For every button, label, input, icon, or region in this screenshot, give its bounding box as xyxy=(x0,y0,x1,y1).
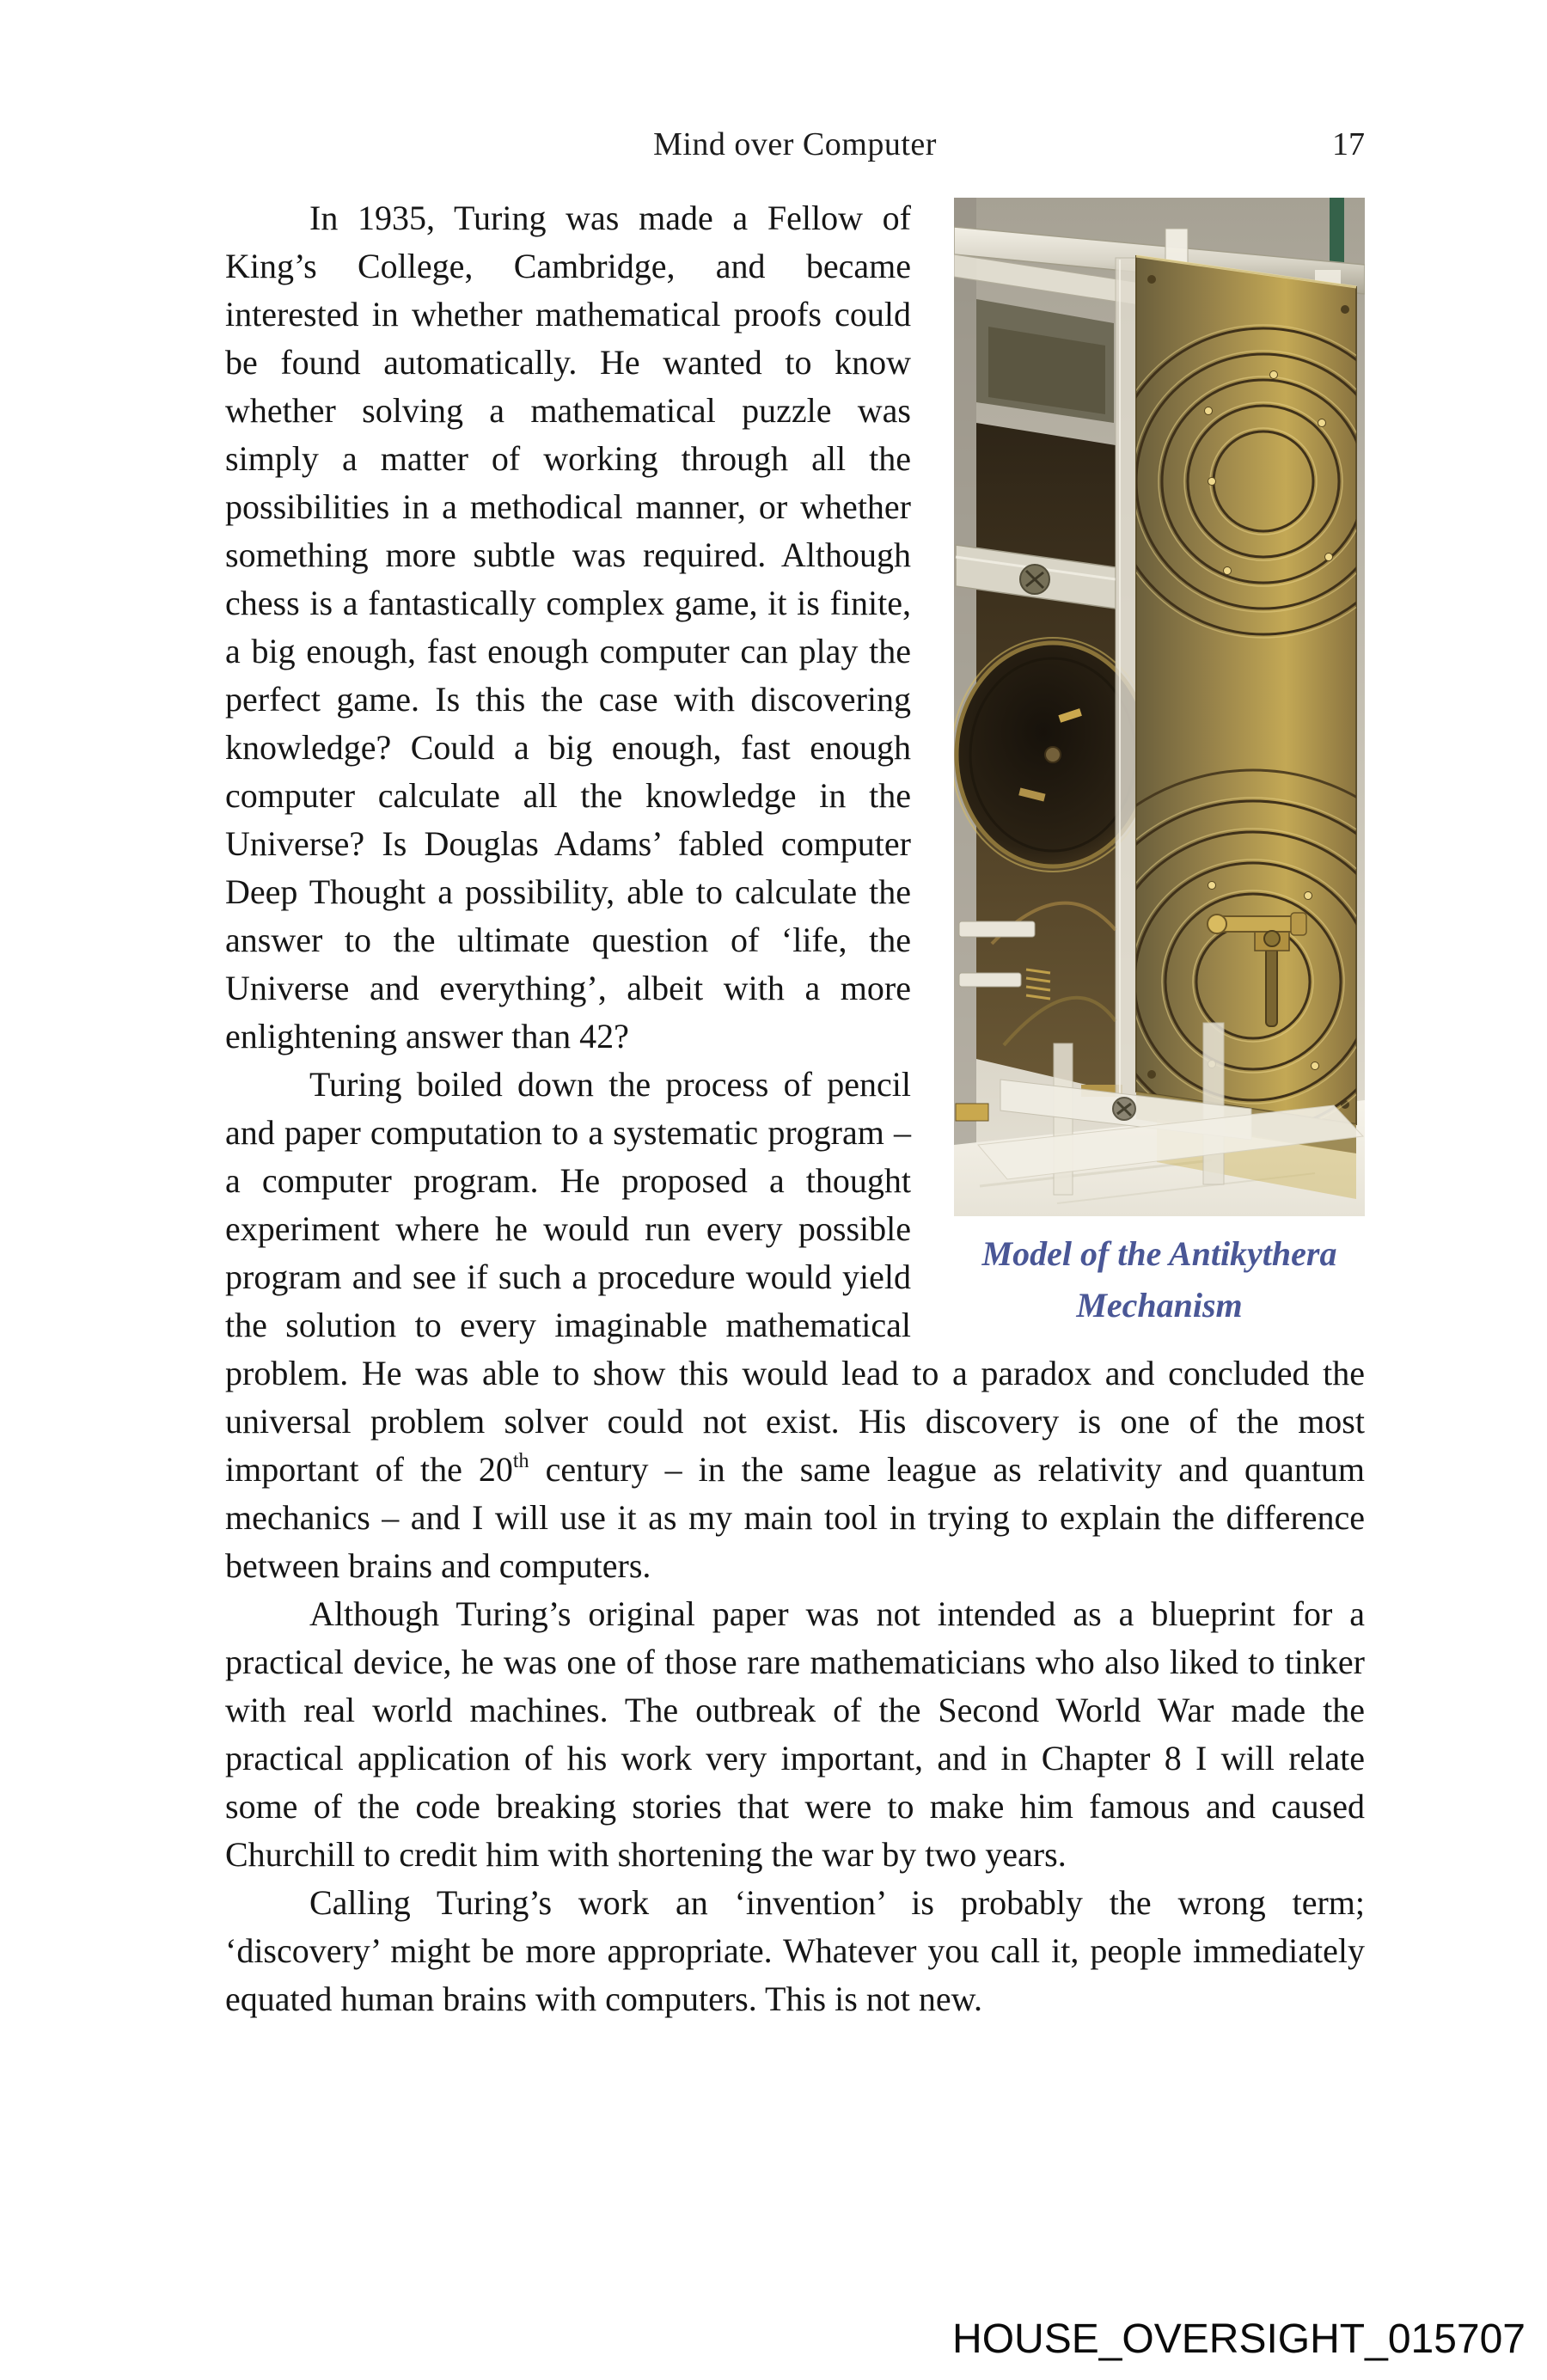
paragraph-thought-experiment-text-a: Turing boiled down the process of pencil and paper computation to a systematic program – a computer program. He proposed a thought experiment where he would run every possible program and see if such a procedure would yield the solution to every imaginable mathematical problem. He was able to show this would lead to a paradox and concluded the universal problem solver could not exist. His discovery is one of the most important of the 20 xyxy=(225,1065,1365,1489)
paragraph-practical-device: Although Turing’s original paper was not intended as a blueprint for a practical device, he was one of those rare mathematicians who also liked to tinker with real world machines. The outbreak of the Second World War made the practical application of his work very important, and in Chapter 8 I will relate some of the code breaking stories that were to make him famous and caused Churchill to credit him with shortening the war by two years. xyxy=(225,1594,1365,1874)
paragraph-invention-discovery: Calling Turing’s work an ‘invention’ is probably the wrong term; ‘discovery’ might be more appropriate. Whatever you call it, people immediately equated human brains with computers. This is not new. xyxy=(225,1883,1365,2018)
antikythera-model-photo xyxy=(954,198,1365,1216)
watermark-bates-number: HOUSE_OVERSIGHT_015707 xyxy=(952,2316,1526,2362)
page-number: 17 xyxy=(1332,126,1365,162)
figure-caption-line-2: Mechanism xyxy=(1076,1286,1243,1325)
figure-caption xyxy=(954,1228,1365,1331)
antikythera-figure xyxy=(954,198,1365,1331)
ordinal-superscript: th xyxy=(512,1450,529,1472)
running-header xyxy=(225,125,1365,168)
running-header-title: Mind over Computer xyxy=(653,126,937,162)
paragraph-turing-fellow: In 1935, Turing was made a Fellow of King’s College, Cambridge, and became interested in whether mathematical proofs could be found automatically. He wanted to know whether solving a mathematical puzzle was simply a matter of working through all the possibilities in a methodical manner, or whether something more subtle was required. Although chess is a fantastically complex game, it is finite, a big enough, fast enough computer can play the perfect game. Is this the case with discovering knowledge? Could a big enough, fast enough computer calculate all the knowledge in the Universe? Is Douglas Adams’ fabled computer Deep Thought a possibility, able to calculate the answer to the ultimate question of ‘life, the Universe and everything’, albeit with a more enlightening answer than 42? xyxy=(225,199,911,1055)
figure-caption-line-1: Model of the Antikythera xyxy=(981,1234,1337,1273)
paragraph-thought-experiment-text-b: century – in the same league as relativity and quantum mechanics – and I will use it as my main tool in trying to explain the difference between brains and computers. xyxy=(225,1450,1365,1585)
body-text-block xyxy=(225,194,1365,2023)
